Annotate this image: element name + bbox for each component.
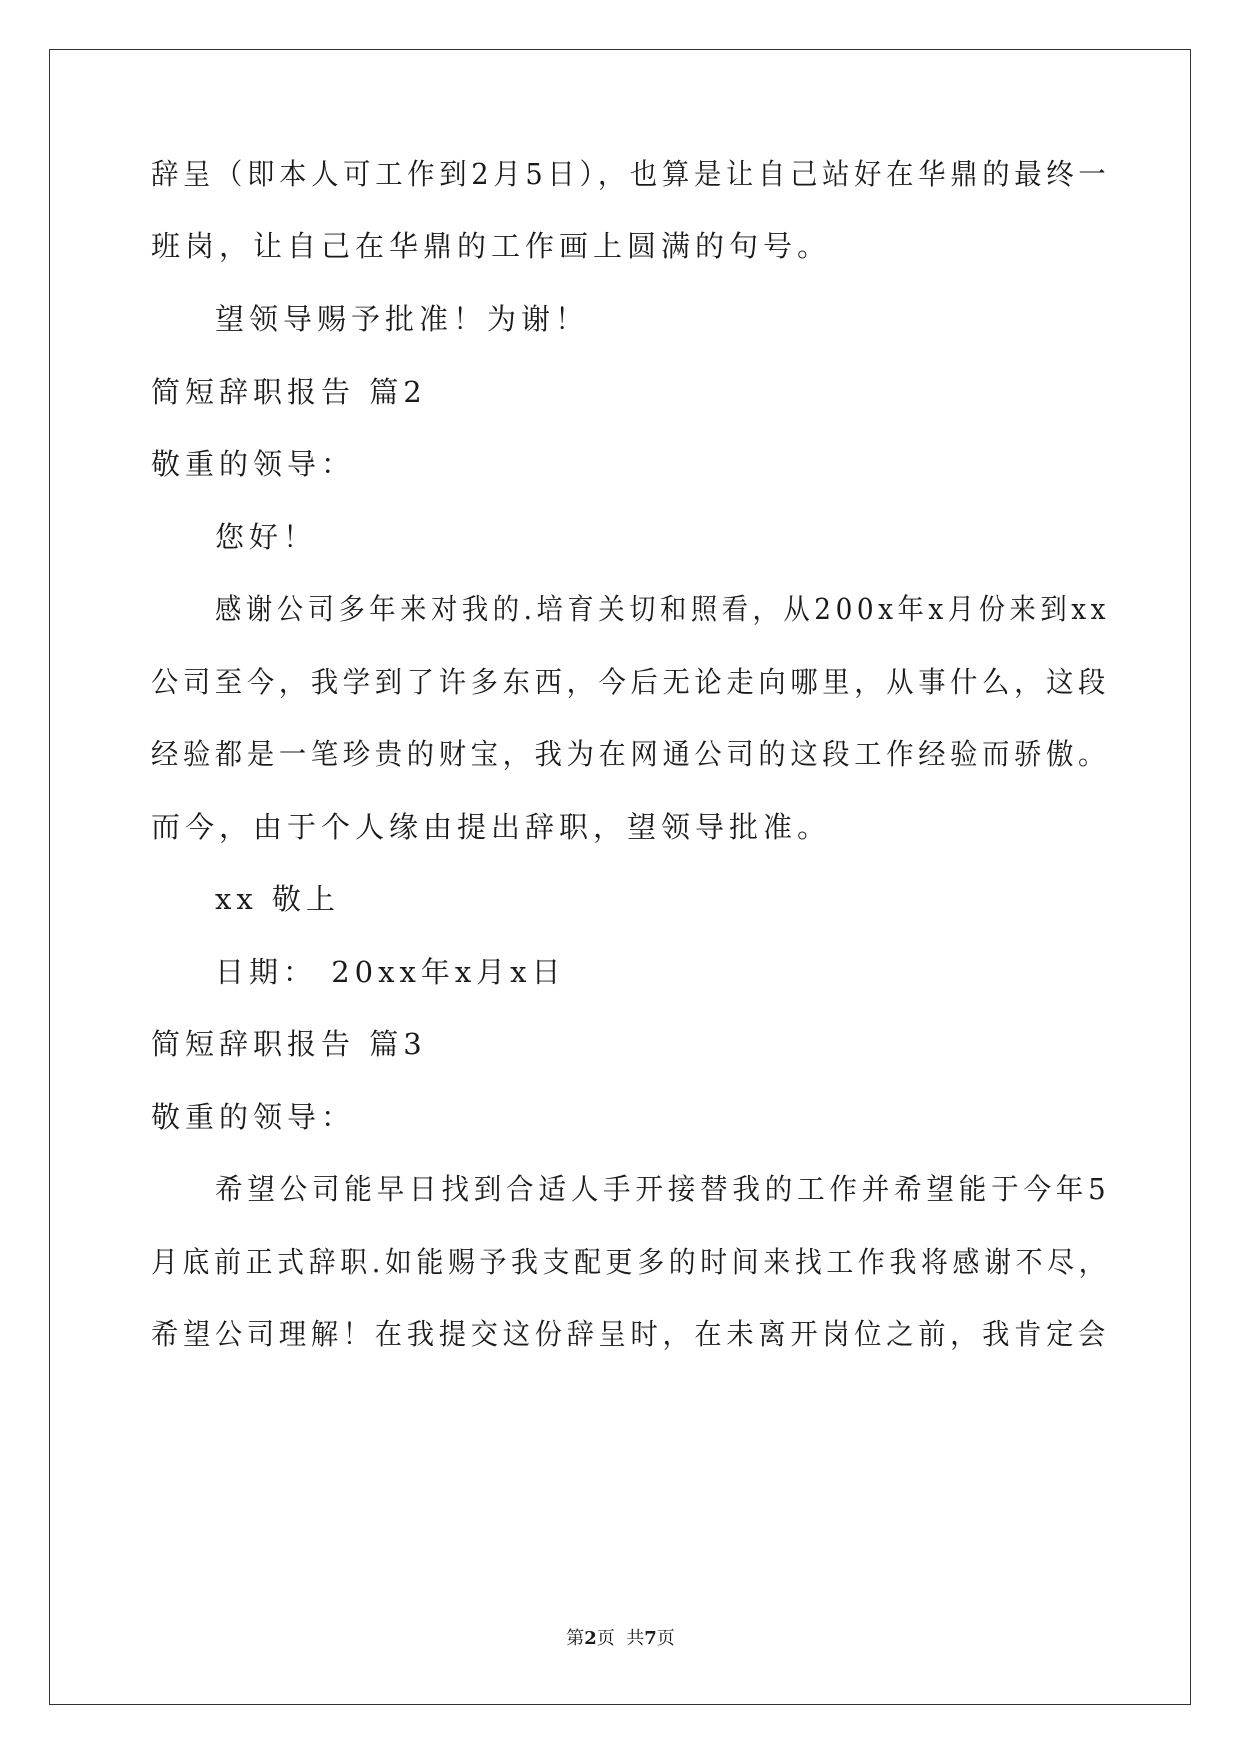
footer-prefix: 第 xyxy=(566,1628,585,1649)
closing-thanks: 望领导赐予批准！为谢！ xyxy=(215,302,590,336)
greeting: 您好！ xyxy=(215,520,318,554)
body-line: 月底前正式辞职.如能赐予我支配更多的时间来找工作我将感谢不尽， xyxy=(151,1245,1111,1279)
page-border xyxy=(49,49,1191,1705)
body-line: 希望公司能早日找到合适人手开接替我的工作并希望能于今年5 xyxy=(215,1172,1111,1206)
signature: xx 敬上 xyxy=(215,882,340,916)
body-line: 希望公司理解！在我提交这份辞呈时，在未离开岗位之前，我肯定会 xyxy=(151,1317,1111,1351)
footer-suffix: 页 xyxy=(656,1628,675,1649)
footer-page-number: 2 xyxy=(584,1628,597,1649)
body-line: 感谢公司多年来对我的.培育关切和照看，从200x年x月份来到xx xyxy=(215,592,1110,626)
body-line: 而今，由于个人缘由提出辞职，望领导批准。 xyxy=(151,810,832,844)
salutation: 敬重的领导： xyxy=(151,1100,356,1134)
body-line: 经验都是一笔珍贵的财宝，我为在网通公司的这段工作经验而骄傲。 xyxy=(151,737,1111,771)
body-line: 班岗，让自己在华鼎的工作画上圆满的句号。 xyxy=(151,229,832,263)
salutation: 敬重的领导： xyxy=(151,447,356,481)
body-line: 公司至今，我学到了许多东西，今后无论走向哪里，从事什么，这段 xyxy=(151,665,1111,699)
footer-total-pages: 7 xyxy=(644,1628,657,1649)
body-line: 辞呈（即本人可工作到2月5日），也算是让自己站好在华鼎的最终一 xyxy=(151,157,1111,191)
page-footer xyxy=(0,1627,1241,1651)
footer-mid: 页 共 xyxy=(596,1628,645,1649)
section-heading: 简短辞职报告 篇2 xyxy=(151,375,427,409)
section-heading: 简短辞职报告 篇3 xyxy=(151,1027,427,1061)
date-line: 日期： 20xx年x月x日 xyxy=(215,955,566,989)
